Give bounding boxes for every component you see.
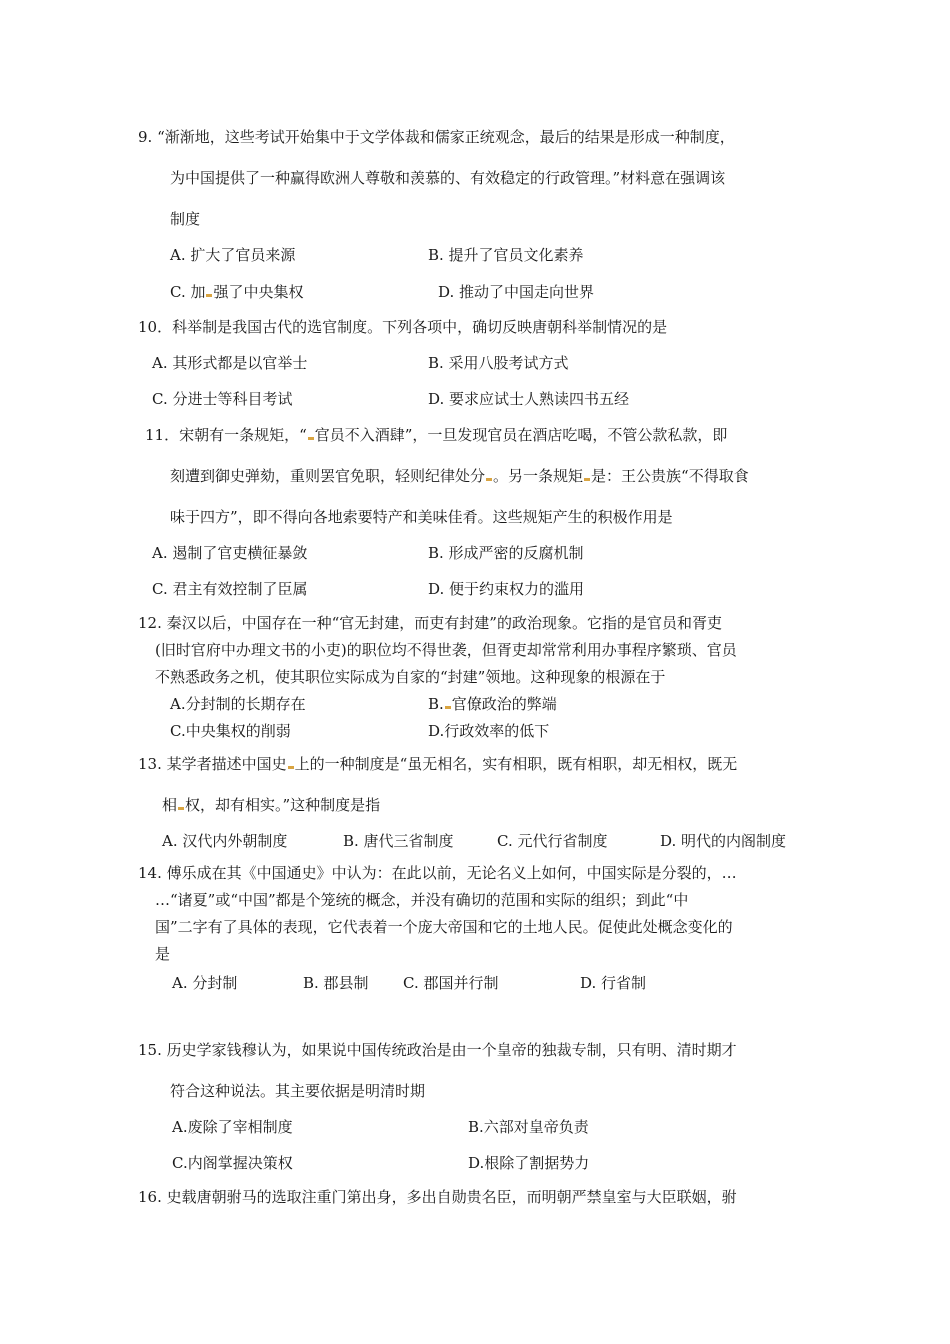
q12-option-d: D.行政效率的低下 [428,722,550,740]
q10-stem-line-1: 10．科举制是我国古代的选官制度。下列各项中，确切反映唐朝科举制情况的是 [138,318,668,336]
q10-option-d: D. 要求应试士人熟读四书五经 [428,390,630,408]
q15-option-a: A.废除了宰相制度 [172,1118,293,1136]
q11-stem-line-2 [170,466,749,486]
q15-option-b: B.六部对皇帝负责 [468,1118,589,1136]
highlight-mark [308,437,314,440]
q13-line-2-part2: 权，却有相实。”这种制度是指 [185,796,381,814]
q10-option-b: B. 采用八股考试方式 [428,354,569,372]
q14-option-d: D. 行省制 [580,974,647,992]
q14-stem-line-1: 14. 傅乐成在其《中国通史》中认为：在此以前，无论名义上如何，中国实际是分裂的，… [138,864,737,882]
q13-option-b: B. 唐代三省制度 [343,832,454,850]
q9-option-a: A. 扩大了官员来源 [170,246,296,264]
q11-line-1-part1: 11．宋朝有一条规矩，“ [145,426,307,444]
q12-stem-line-2: (旧时官府中办理文书的小吏)的职位均不得世袭，但胥吏却常常利用办事程序繁琐、官员 [155,641,737,659]
highlight-mark [178,807,184,810]
q15-option-d: D.根除了割据势力 [468,1154,590,1172]
highlight-mark [445,706,451,709]
q11-option-d: D. 便于约束权力的滥用 [428,580,585,598]
q9-option-d: D. 推动了中国走向世界 [438,283,595,301]
q12-option-c: C.中央集权的削弱 [170,722,291,740]
q13-option-d: D. 明代的内阁制度 [660,832,787,850]
q15-stem-line-1: 15. 历史学家钱穆认为，如果说中国传统政治是由一个皇帝的独裁专制，只有明、清时期才 [138,1041,737,1059]
q13-option-a: A. 汉代内外朝制度 [162,832,288,850]
q9-option-b: B. 提升了官员文化素养 [428,246,584,264]
q12-stem-line-1: 12. 秦汉以后，中国存在一种“官无封建，而吏有封建”的政治现象。它指的是官员和胥吏 [138,614,722,632]
q13-line-1-part2: 上的一种制度是“虽无相名，实有相职，既有相职，却无相权，既无 [294,755,738,773]
q14-option-c: C. 郡国并行制 [403,974,499,992]
q14-stem-line-3: 国”二字有了具体的表现，它代表着一个庞大帝国和它的土地人民。促使此处概念变化的 [155,918,733,936]
q11-line-2-part1: 刻遭到御史弹劾，重则罢官免职，轻则纪律处分 [170,467,486,485]
q15-stem-line-2: 符合这种说法。其主要依据是明清时期 [170,1082,426,1100]
q13-line-1-part1: 13. 某学者描述中国史 [138,755,287,773]
q12-stem-line-3: 不熟悉政务之机，使其职位实际成为自家的“封建”领地。这种现象的根源在于 [155,668,666,686]
q10-option-a: A. 其形式都是以官举士 [152,354,308,372]
highlight-mark [584,478,590,481]
q14-option-a: A. 分封制 [172,974,238,992]
highlight-mark [288,766,294,769]
q11-stem-line-1 [145,425,727,445]
highlight-mark [486,478,492,481]
q11-option-b: B. 形成严密的反腐机制 [428,544,584,562]
q13-option-c: C. 元代行省制度 [497,832,608,850]
q12-option-a: A.分封制的长期存在 [170,695,306,713]
q10-option-c: C. 分进士等科目考试 [152,390,293,408]
q14-option-b: B. 郡县制 [303,974,369,992]
q11-option-c: C. 君主有效控制了臣属 [152,580,308,598]
q11-line-1-part2: 官员不入酒肆”，一旦发现官员在酒店吃喝，不管公款私款，即 [314,426,728,444]
q15-option-c: C.内阁掌握决策权 [172,1154,293,1172]
q14-stem-line-2: …“诸夏”或“中国”都是个笼统的概念，并没有确切的范围和实际的组织；到此“中 [155,891,689,909]
q13-line-2-part1: 相 [162,796,178,814]
q13-stem-line-2 [162,795,380,815]
q16-stem-line-1: 16. 史载唐朝驸马的选取注重门第出身，多出自勋贵名臣，而明朝严禁皇室与大臣联姻，驸 [138,1188,737,1206]
q9-option-c-part2: 强了中央集权 [213,283,304,301]
q12-option-b [428,694,557,714]
q13-stem-line-1 [138,754,737,774]
q9-option-c [170,282,304,302]
q12-option-b-part1: B. [428,695,444,713]
q9-stem-line-2: 为中国提供了一种赢得欧洲人尊敬和羡慕的、有效稳定的行政管理。”材料意在强调该 [170,169,726,187]
q9-option-c-part1: C. 加 [170,283,206,301]
q9-stem-line-1: 9. “渐渐地，这些考试开始集中于文学体裁和儒家正统观念，最后的结果是形成一种制度， [138,128,735,146]
q11-line-2-part3: 是：王公贵族“不得取食 [591,467,749,485]
q11-line-2-part2: 。另一条规矩 [493,467,584,485]
q9-stem-line-3: 制度 [170,210,201,228]
q14-stem-line-4: 是 [155,945,171,963]
q12-option-b-part2: 官僚政治的弊端 [451,695,557,713]
q11-option-a: A. 遏制了官吏横征暴敛 [152,544,308,562]
q11-stem-line-3: 味于四方”，即不得向各地索要特产和美味佳肴。这些规矩产生的积极作用是 [170,508,673,526]
highlight-mark [206,294,212,297]
